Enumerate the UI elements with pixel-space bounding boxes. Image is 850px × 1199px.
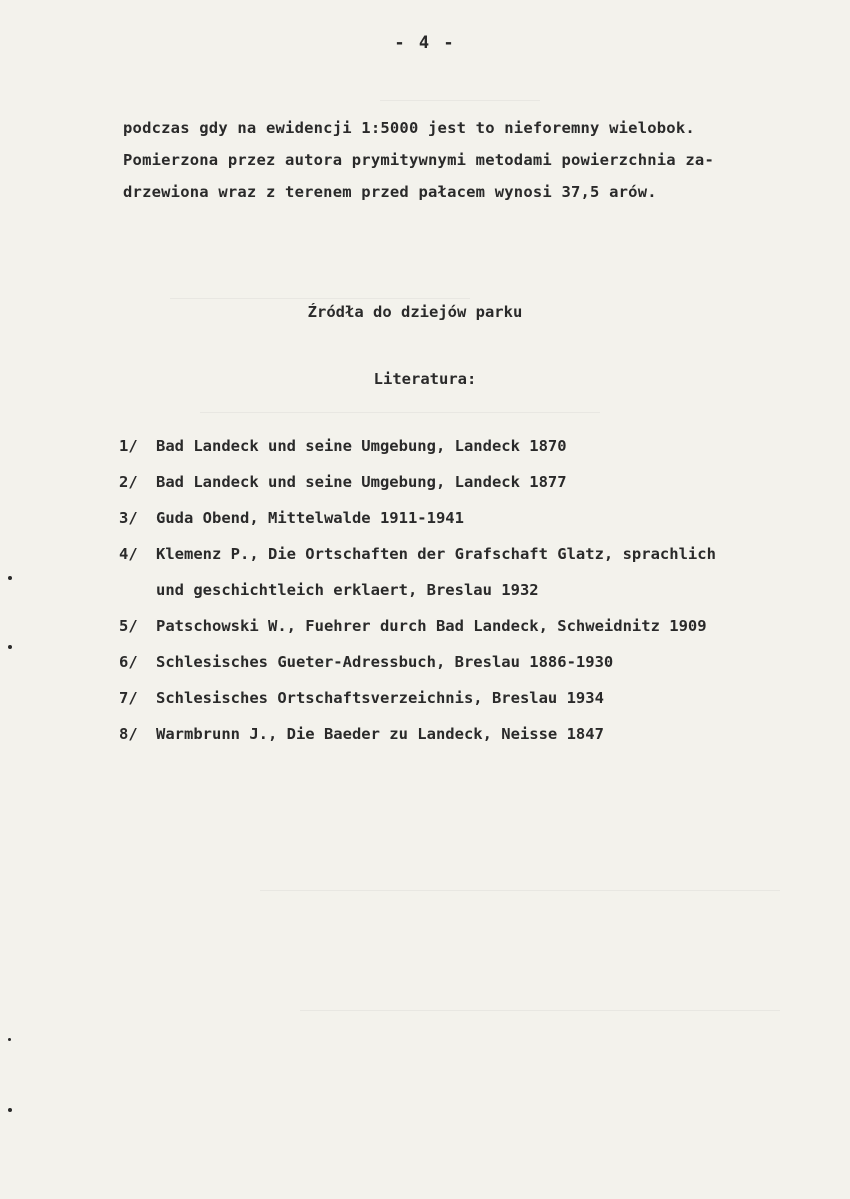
- literature-item-number: 5/: [119, 617, 138, 635]
- margin-dot: [8, 576, 12, 580]
- literature-item: [119, 680, 839, 716]
- body-paragraph: [123, 112, 803, 208]
- show-through-mark: [200, 412, 600, 413]
- sources-heading: Źródła do dziejów parku: [307, 303, 523, 321]
- literature-heading: Literatura:: [373, 370, 477, 388]
- literature-item: [119, 500, 839, 536]
- literature-item-text: Bad Landeck und seine Umgebung, Landeck 1870: [156, 437, 567, 455]
- paragraph-line: podczas gdy na ewidencji 1:5000 jest to nieforemny wielobok.: [123, 119, 695, 137]
- literature-item-number: 8/: [119, 725, 138, 743]
- literature-item-number: 2/: [119, 473, 138, 491]
- show-through-mark: [260, 890, 780, 891]
- literature-item: [119, 428, 839, 464]
- literature-item-number: 1/: [119, 437, 138, 455]
- literature-item-number: 3/: [119, 509, 138, 527]
- literature-item-number: 7/: [119, 689, 138, 707]
- margin-dot: [8, 1038, 11, 1041]
- margin-dot: [8, 645, 12, 649]
- literature-item-text: Bad Landeck und seine Umgebung, Landeck 1877: [156, 473, 567, 491]
- literature-item-text: Schlesisches Ortschaftsverzeichnis, Breslau 1934: [156, 689, 604, 707]
- paragraph-line: drzewiona wraz z terenem przed pałacem wynosi 37,5 arów.: [123, 183, 657, 201]
- literature-item: [119, 716, 839, 752]
- literature-item-text: Klemenz P., Die Ortschaften der Grafschaft Glatz, sprachlich: [156, 545, 716, 563]
- paragraph-line: Pomierzona przez autora prymitywnymi metodami powierzchnia za-: [123, 151, 714, 169]
- literature-item-number: 4/: [119, 545, 138, 563]
- literature-item-text: Schlesisches Gueter-Adressbuch, Breslau 1886-1930: [156, 653, 614, 671]
- show-through-mark: [300, 1010, 780, 1011]
- literature-item: [119, 644, 839, 680]
- literature-item-text: Guda Obend, Mittelwalde 1911-1941: [156, 509, 464, 527]
- show-through-mark: [380, 100, 540, 101]
- literature-item: [119, 464, 839, 500]
- show-through-mark: [170, 298, 470, 299]
- literature-item-text: Patschowski W., Fuehrer durch Bad Landeck, Schweidnitz 1909: [156, 617, 707, 635]
- literature-item-text: Warmbrunn J., Die Baeder zu Landeck, Neisse 1847: [156, 725, 604, 743]
- margin-dot: [8, 1108, 12, 1112]
- literature-item-number: 6/: [119, 653, 138, 671]
- literature-item-continuation: und geschichtleich erklaert, Breslau 1932: [156, 581, 539, 599]
- literature-list: [119, 428, 839, 752]
- literature-item: [119, 608, 839, 644]
- page-number: - 4 -: [394, 33, 456, 53]
- literature-item: [119, 536, 839, 608]
